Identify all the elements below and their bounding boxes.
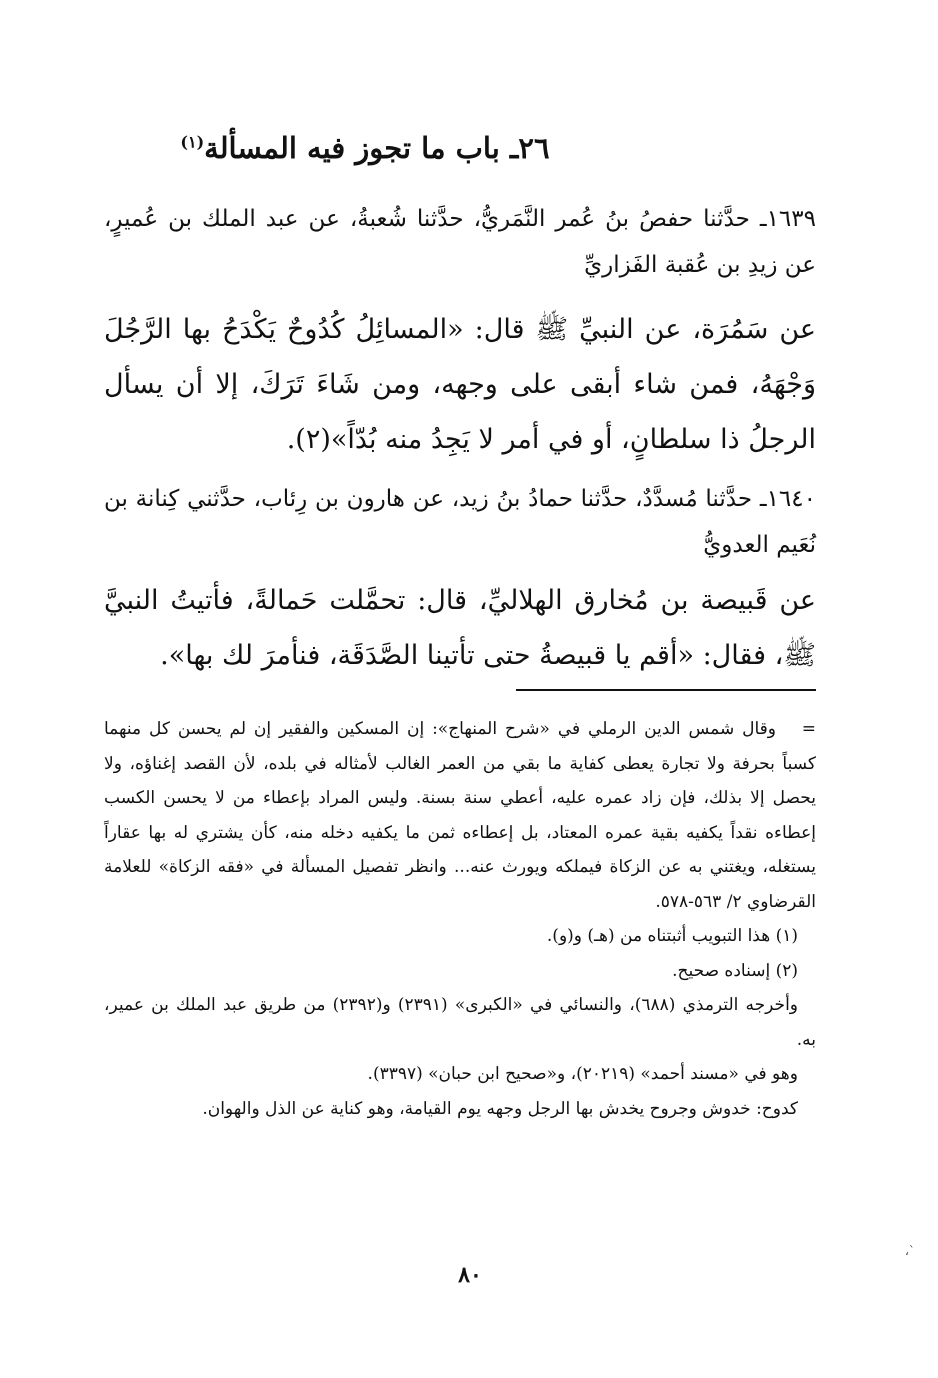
footnote-continuation <box>104 712 816 919</box>
hadith-1640-isnad: ١٦٤٠ـ حدَّثنا مُسدَّدٌ، حدَّثنا حمادُ بنُ زيد، عن هارون بن رِئاب، حدَّثني كِنانة بن نُعَيم العدويُّ <box>104 486 816 558</box>
margin-mark: ،` <box>905 1244 915 1258</box>
hadith-1640-matn: عن قَبيصة بن مُخارق الهلاليِّ، قال: تحمَّلت حَمالةً، فأتيتُ النبيَّ ﷺ، فقال: «أقم يا قبيصةُ حتى تأتينا الصَّدَقَة، فنأمرَ لك بها». <box>104 585 816 671</box>
footnote-takhrij-1: وأخرجه الترمذي (٦٨٨)، والنسائي في «الكبرى» (٢٣٩١) و(٢٣٩٢) من طريق عبد الملك بن عمير، به. <box>104 995 816 1050</box>
footnote-1: (١) هذا التبويب أثبتناه من (هـ) و(و). <box>546 926 798 946</box>
page-number: ٨٠ <box>458 1262 482 1288</box>
chapter-title <box>100 128 630 168</box>
footnotes-section <box>104 712 816 1126</box>
footnote-gloss: كدوح: خدوش وجروح يخدش بها الرجل وجهه يوم القيامة، وهو كناية عن الذل والهوان. <box>202 1098 798 1119</box>
continuation-mark: = <box>801 719 816 739</box>
footnote-takhrij-2: وهو في «مسند أحمد» (٢٠٢١٩)، و«صحيح ابن حبان» (٣٣٩٧). <box>367 1064 798 1084</box>
footnote-2: (٢) إسناده صحيح. <box>672 960 798 981</box>
footnote-divider <box>516 689 816 691</box>
chapter-footnote-ref: (١) <box>180 132 205 152</box>
chapter-title-text: ٢٦ـ باب ما تجوز فيه المسألة <box>204 131 550 165</box>
footnote-continuation-text: وقال شمس الدين الرملي في «شرح المنهاج»: إن المسكين والفقير إن لم يحسن كل منهما كسباً بحرفة ولا تجارة يعطى كفاية ما بقي من العمر الغالب لأمثاله في بلده، لأن القصد إغناؤه، ولا يحصل إلا بذلك، فإن زاد عمره عليه، أعطي سنة بسنة. وليس المراد بإعطاء من لا يحسن الكسب إعطاءه نقداً يكفيه بقية عمره المعتاد، بل إعطاءه ثمن ما يكفيه دخله منه، كأن يشتري له بها عقاراً يستغله، ويغتني به عن الزكاة فيملكه ويورث عنه... وانظر تفصيل المسألة في «فقه الزكاة» للعلامة القرضاوي ٢/ ٥٦٣-٥٧٨. <box>104 719 816 912</box>
hadith-1639-isnad: ١٦٣٩ـ حدَّثنا حفصُ بنُ عُمر النَّمَريُّ، حدَّثنا شُعبةُ، عن عبد الملك بن عُميرٍ، عن زيدِ بن عُقبة الفَزاريِّ <box>104 206 816 278</box>
hadith-1639-matn: عن سَمُرَة، عن النبيِّ ﷺ قال: «المسائِلُ كُدُوحٌ يَكْدَحُ بها الرَّجُلَ وَجْهَهُ، فمن شاء أبقى على وجهه، ومن شَاءَ تَرَكَ، إلا أن يسأل الرجلُ ذا سلطانٍ، أو في أمر لا يَجِدُ منه بُدّاً»(٢). <box>104 314 816 455</box>
